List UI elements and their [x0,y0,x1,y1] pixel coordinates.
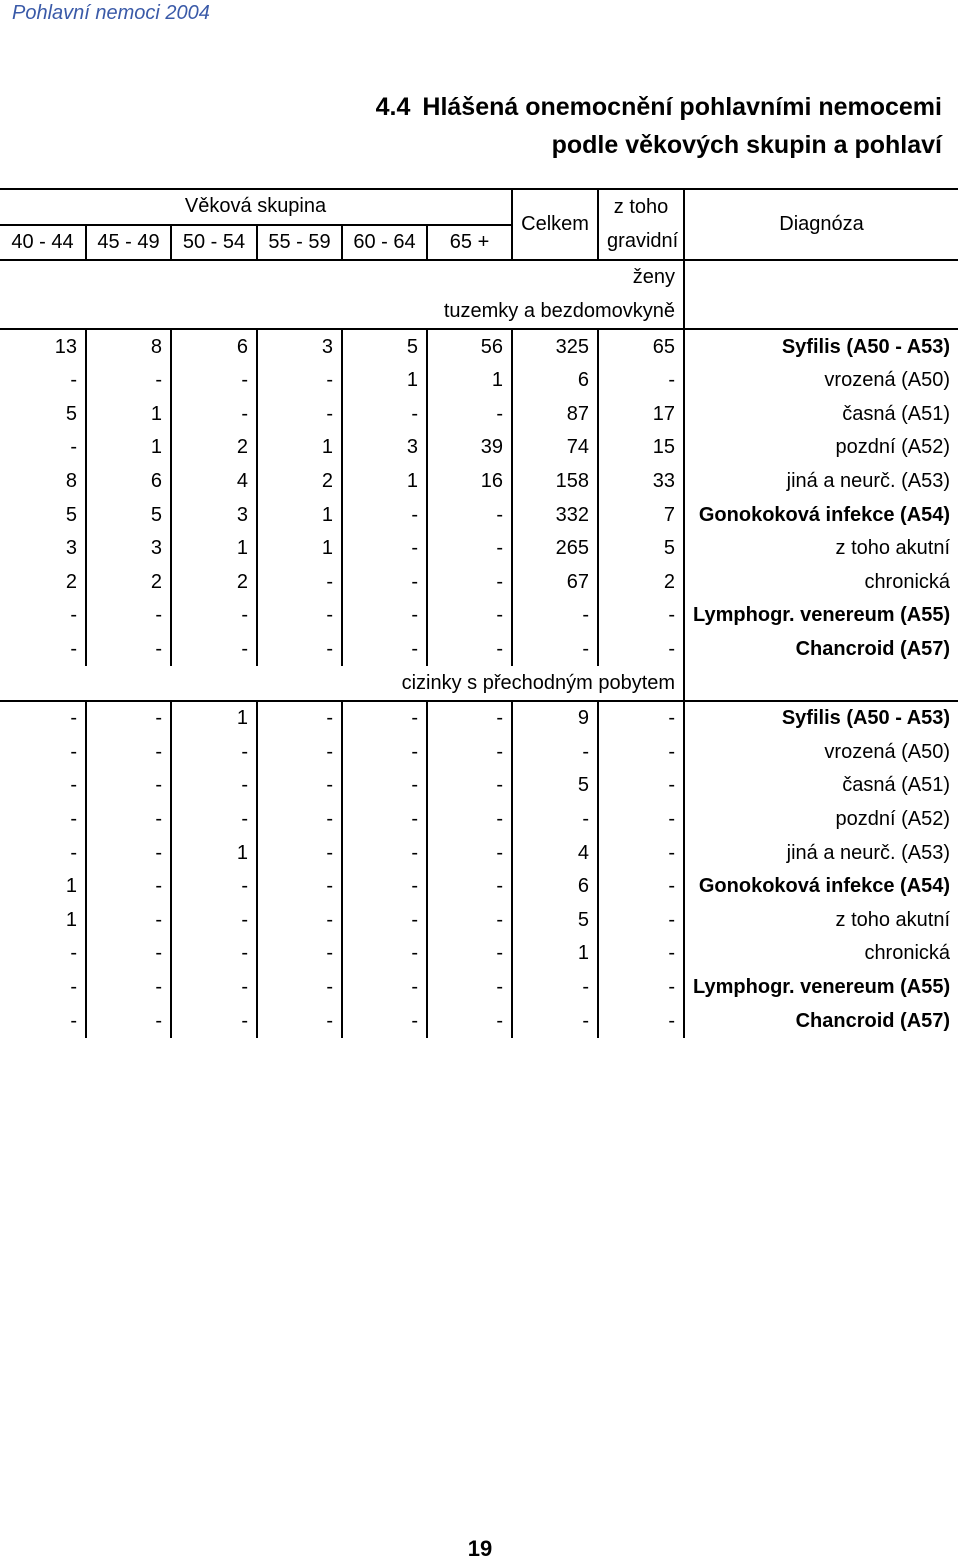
value-cell: 4 [171,465,257,499]
title-text-1: Hlášená onemocnění pohlavními nemocemi [422,93,942,121]
title-line-2: podle věkových skupin a pohlaví [551,131,942,159]
diagnosis-cell: Gonokoková infekce (A54) [684,498,958,532]
value-cell: - [86,599,171,633]
value-cell: - [70,975,77,998]
value-cell: 3 [171,498,257,532]
value-cell: 1 [257,532,342,566]
value-cell: - [70,841,77,864]
value-cell: - [427,1004,512,1038]
value-cell: - [70,740,77,763]
value-cell: 3 [86,532,171,566]
section-empty-cell [684,666,958,701]
value-cell: 6 [171,329,257,364]
value-cell: - [427,870,512,904]
section-row-domestic [0,295,958,330]
diagnosis-cell: jiná a neurč. (A53) [684,465,958,499]
value-cell: 5 [342,329,427,364]
value-cell: - [342,836,427,870]
value-cell: - [257,398,342,432]
section-empty-cell [684,260,958,295]
table-row [0,329,958,364]
table-row [0,566,958,600]
diagnosis-cell: z toho akutní [684,903,958,937]
value-cell: - [70,942,77,965]
value-cell: 5 [65,402,77,425]
pregnant-header-line-1: z toho [598,189,684,225]
value-cell: - [342,599,427,633]
value-cell: - [427,769,512,803]
diagnosis-cell: pozdní (A52) [684,803,958,837]
section-domestic-label: tuzemky a bezdomovkyně [0,295,684,330]
value-cell: 67 [512,566,598,600]
value-cell: 87 [512,398,598,432]
value-cell: 5 [65,503,77,526]
value-cell: - [257,803,342,837]
value-cell: - [427,701,512,736]
age-col-header: 55 - 59 [257,225,342,261]
value-cell: 1 [257,498,342,532]
age-col-header: 60 - 64 [342,225,427,261]
diagnosis-cell: vrozená (A50) [684,736,958,770]
value-cell: 56 [427,329,512,364]
value-cell: 1 [257,431,342,465]
value-cell: - [512,736,598,770]
value-cell: - [70,807,77,830]
value-cell: - [86,937,171,971]
value-cell: - [427,633,512,667]
value-cell: - [342,498,427,532]
value-cell: - [257,870,342,904]
value-cell: - [70,604,77,627]
value-cell: - [427,836,512,870]
table-body [0,189,958,1038]
value-cell: 2 [171,431,257,465]
value-cell: - [342,870,427,904]
table-row [0,398,958,432]
diagnosis-cell: chronická [684,937,958,971]
age-col-header: 65 + [427,225,512,261]
diagnosis-cell: pozdní (A52) [684,431,958,465]
section-empty-cell [684,295,958,330]
value-cell: - [427,736,512,770]
pregnant-header-line-2: gravidní [598,225,684,261]
value-cell: - [598,364,684,398]
value-cell: 6 [512,364,598,398]
value-cell: - [512,803,598,837]
value-cell: - [257,971,342,1005]
value-cell: 8 [86,329,171,364]
value-cell: - [427,803,512,837]
value-cell: - [86,769,171,803]
diagnosis-cell: chronická [684,566,958,600]
page-number: 19 [467,1536,493,1561]
value-cell: - [257,769,342,803]
table-row [0,701,958,736]
table-row [0,498,958,532]
table-row [0,803,958,837]
value-cell: - [598,803,684,837]
value-cell: - [171,870,257,904]
value-cell: 5 [512,769,598,803]
value-cell: - [598,769,684,803]
table-row [0,937,958,971]
value-cell: - [171,903,257,937]
diagnosis-cell: Syfilis (A50 - A53) [684,329,958,364]
value-cell: - [86,870,171,904]
value-cell: 2 [86,566,171,600]
value-cell: 39 [427,431,512,465]
value-cell: 2 [171,566,257,600]
diagnosis-cell: vrozená (A50) [684,364,958,398]
diagnosis-cell: časná (A51) [684,769,958,803]
value-cell: - [171,633,257,667]
value-cell: 1 [171,532,257,566]
table-row [0,903,958,937]
value-cell: - [598,836,684,870]
value-cell: - [598,971,684,1005]
age-col-header: 50 - 54 [171,225,257,261]
diagnosis-cell: Syfilis (A50 - A53) [684,701,958,736]
title-line-1 [376,88,942,126]
value-cell: - [427,398,512,432]
value-cell: - [257,701,342,736]
value-cell: 13 [54,335,77,358]
value-cell: 158 [512,465,598,499]
age-col-header: 40 - 44 [0,225,86,261]
value-cell: - [257,633,342,667]
value-cell: 16 [427,465,512,499]
value-cell: - [86,736,171,770]
value-cell: 17 [598,398,684,432]
table-row [0,599,958,633]
diagnosis-header: Diagnóza [684,189,958,260]
section-women-label: ženy [0,260,684,295]
table-row [0,364,958,398]
value-cell: - [257,599,342,633]
age-col-header: 45 - 49 [86,225,171,261]
value-cell: - [171,803,257,837]
table-row [0,736,958,770]
diagnosis-cell: časná (A51) [684,398,958,432]
value-cell: - [257,364,342,398]
value-cell: 7 [598,498,684,532]
value-cell: 2 [598,566,684,600]
value-cell: - [86,803,171,837]
value-cell: 1 [171,701,257,736]
diagnosis-cell: Gonokoková infekce (A54) [684,870,958,904]
value-cell: - [171,971,257,1005]
value-cell: - [427,532,512,566]
value-cell: 1 [65,875,77,898]
table-number: 4.4 [375,93,411,121]
section-row-women [0,260,958,295]
table-row [0,836,958,870]
diagnosis-cell: Lymphogr. venereum (A55) [684,599,958,633]
diagnosis-cell: z toho akutní [684,532,958,566]
value-cell: - [512,1004,598,1038]
diagnosis-cell: Chancroid (A57) [684,633,958,667]
value-cell: - [512,599,598,633]
value-cell: - [70,369,77,392]
value-cell: - [342,937,427,971]
value-cell: - [342,633,427,667]
value-cell: - [171,599,257,633]
table-row [0,769,958,803]
value-cell: - [512,971,598,1005]
value-cell: 8 [65,470,77,493]
value-cell: - [257,937,342,971]
value-cell: - [342,769,427,803]
table-row [0,465,958,499]
value-cell: 1 [512,937,598,971]
value-cell: 1 [171,836,257,870]
age-group-header: Věková skupina [0,189,512,225]
value-cell: - [427,903,512,937]
value-cell: - [342,903,427,937]
value-cell: - [257,1004,342,1038]
value-cell: - [70,436,77,459]
value-cell: - [342,701,427,736]
value-cell: 332 [512,498,598,532]
value-cell: 65 [598,329,684,364]
value-cell: - [171,769,257,803]
value-cell: 33 [598,465,684,499]
value-cell: - [257,736,342,770]
running-head: Pohlavní nemoci 2004 [12,2,210,24]
value-cell: 1 [342,364,427,398]
diagnosis-cell: jiná a neurč. (A53) [684,836,958,870]
value-cell: - [598,903,684,937]
value-cell: - [70,707,77,730]
value-cell: 1 [427,364,512,398]
value-cell: 1 [86,431,171,465]
value-cell: - [171,398,257,432]
total-header: Celkem [512,189,598,260]
value-cell: 1 [65,908,77,931]
value-cell: - [257,903,342,937]
value-cell: - [342,566,427,600]
value-cell: - [342,803,427,837]
table-row [0,870,958,904]
value-cell: 2 [65,570,77,593]
value-cell: - [427,599,512,633]
value-cell: - [598,736,684,770]
value-cell: 1 [86,398,171,432]
value-cell: 265 [512,532,598,566]
value-cell: - [86,364,171,398]
value-cell: 5 [512,903,598,937]
value-cell: - [598,599,684,633]
value-cell: - [86,1004,171,1038]
value-cell: - [427,498,512,532]
value-cell: - [598,937,684,971]
diagnosis-cell: Lymphogr. venereum (A55) [684,971,958,1005]
value-cell: - [342,736,427,770]
value-cell: - [598,1004,684,1038]
diagnosis-cell: Chancroid (A57) [684,1004,958,1038]
table-row [0,431,958,465]
value-cell: 6 [86,465,171,499]
value-cell: 5 [86,498,171,532]
value-cell: - [86,903,171,937]
table-title [376,88,942,164]
value-cell: - [70,774,77,797]
table-row [0,971,958,1005]
value-cell: - [598,633,684,667]
value-cell: 325 [512,329,598,364]
value-cell: 2 [257,465,342,499]
value-cell: 3 [257,329,342,364]
value-cell: - [171,736,257,770]
value-cell: 9 [512,701,598,736]
value-cell: 1 [342,465,427,499]
value-cell: - [86,633,171,667]
value-cell: - [86,836,171,870]
statistics-table [0,188,958,1038]
value-cell: - [171,937,257,971]
value-cell: - [342,971,427,1005]
value-cell: - [427,971,512,1005]
table-row [0,1004,958,1038]
value-cell: - [512,633,598,667]
section-foreign-label: cizinky s přechodným pobytem [0,666,684,701]
value-cell: - [86,971,171,1005]
value-cell: 3 [342,431,427,465]
value-cell: - [427,937,512,971]
value-cell: - [342,532,427,566]
value-cell: - [86,701,171,736]
value-cell: 3 [65,537,77,560]
value-cell: - [257,566,342,600]
value-cell: - [427,566,512,600]
table-row [0,633,958,667]
value-cell: - [70,638,77,661]
value-cell: - [342,1004,427,1038]
value-cell: 15 [598,431,684,465]
value-cell: - [342,398,427,432]
value-cell: - [70,1009,77,1032]
value-cell: - [598,701,684,736]
value-cell: 4 [512,836,598,870]
value-cell: 5 [598,532,684,566]
value-cell: - [598,870,684,904]
value-cell: 6 [512,870,598,904]
header-row-1 [0,189,958,225]
table-row [0,532,958,566]
section-row-foreign [0,666,958,701]
value-cell: - [257,836,342,870]
value-cell: - [171,364,257,398]
value-cell: - [171,1004,257,1038]
value-cell: 74 [512,431,598,465]
